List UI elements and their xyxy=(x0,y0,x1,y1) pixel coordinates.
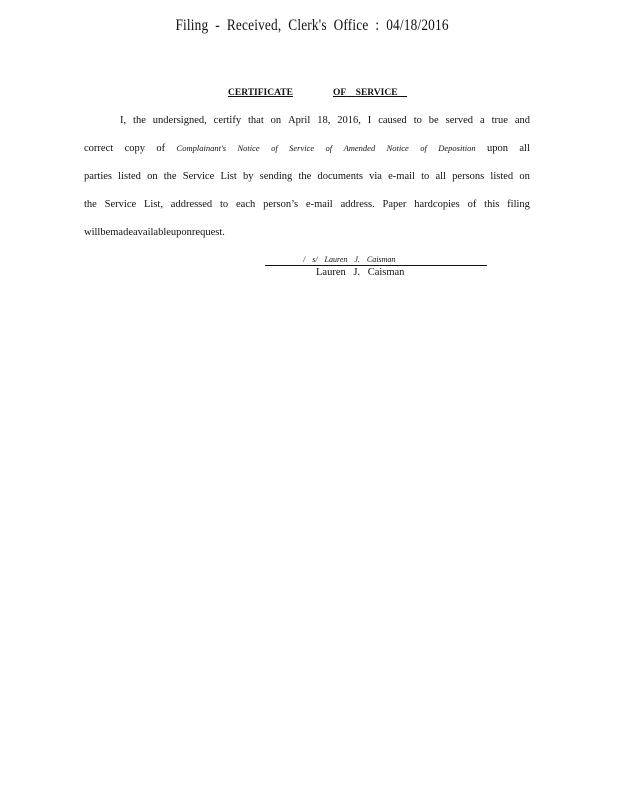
word: listed xyxy=(490,171,514,182)
document-title-word: Notice xyxy=(237,143,260,153)
word: all xyxy=(519,143,530,154)
word: that xyxy=(248,115,264,126)
word: 18, xyxy=(317,115,331,126)
word: parties xyxy=(84,171,112,182)
word: List xyxy=(220,171,237,182)
word: Service xyxy=(104,199,137,210)
word: certify xyxy=(213,115,242,126)
word: on xyxy=(147,171,158,182)
word: on xyxy=(519,171,530,182)
word: to xyxy=(220,199,229,210)
word: address. xyxy=(340,199,375,210)
word: April xyxy=(288,115,311,126)
word: Paper xyxy=(382,199,407,210)
word: I xyxy=(367,115,372,126)
word: available xyxy=(133,227,171,238)
document-title-word: Service xyxy=(289,143,315,153)
signature-line xyxy=(265,265,487,266)
word: documents xyxy=(317,171,363,182)
word: persons xyxy=(452,171,485,182)
document-title-word: Deposition xyxy=(438,143,476,153)
word: e-mail xyxy=(388,171,415,182)
document-title-word: Notice xyxy=(386,143,409,153)
word: upon xyxy=(486,143,508,154)
word: on xyxy=(270,115,282,126)
word: to xyxy=(421,171,430,182)
word: of xyxy=(156,143,166,154)
title-word: SERVICE xyxy=(355,88,398,98)
word: I, xyxy=(120,115,127,126)
word: List, xyxy=(143,199,163,210)
word: a xyxy=(479,115,485,126)
electronic-signature: / s/ Lauren J. Caisman xyxy=(303,255,396,264)
word: request. xyxy=(191,227,225,238)
certificate-title xyxy=(228,88,398,98)
title-word: CERTIFICATE xyxy=(228,88,293,98)
signer-name: Lauren J. Caisman xyxy=(316,267,405,278)
word: of xyxy=(467,199,477,210)
body-line-3 xyxy=(84,171,530,182)
word: this xyxy=(484,199,500,210)
body-line-2 xyxy=(84,143,530,154)
word: sending xyxy=(259,171,293,182)
word: e-mail xyxy=(305,199,333,210)
word: be xyxy=(428,115,439,126)
word: be xyxy=(100,227,111,238)
body-line-5 xyxy=(84,227,530,238)
word: the xyxy=(84,199,97,210)
word: the xyxy=(133,115,146,126)
word: Service xyxy=(182,171,215,182)
word: correct xyxy=(84,143,114,154)
word: the xyxy=(163,171,177,182)
title-word: OF xyxy=(332,88,347,98)
word: each xyxy=(236,199,256,210)
filing-stamp: Filing - Received, Clerk's Office : 04/18/2016 xyxy=(175,17,449,34)
document-title-word: of xyxy=(420,143,427,153)
word: copy xyxy=(124,143,145,154)
word: addressed xyxy=(170,199,213,210)
word: true xyxy=(491,115,508,126)
word: upon xyxy=(170,227,192,238)
word: undersigned, xyxy=(152,115,207,126)
word: all xyxy=(435,171,446,182)
word: and xyxy=(514,115,530,126)
word: filing xyxy=(507,199,530,210)
word: listed xyxy=(118,171,141,182)
word: will xyxy=(84,227,101,238)
document-title-word: of xyxy=(271,143,278,153)
word: 2016, xyxy=(337,115,361,126)
document-title-word: of xyxy=(325,143,333,153)
word: the xyxy=(298,171,312,182)
word: caused xyxy=(378,115,407,126)
word: person’s xyxy=(263,199,299,210)
document-title-word: Amended xyxy=(343,143,376,153)
word: hardcopies xyxy=(414,199,460,210)
body-line-4 xyxy=(84,199,530,210)
word: to xyxy=(413,115,422,126)
word: by xyxy=(242,171,254,182)
word: served xyxy=(445,115,474,126)
word: via xyxy=(369,171,382,182)
document-title-word: Complainant's xyxy=(176,143,227,153)
word: made xyxy=(110,227,134,238)
body-line-1 xyxy=(120,115,530,126)
